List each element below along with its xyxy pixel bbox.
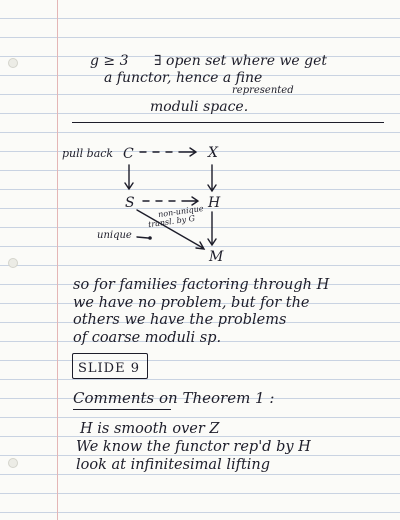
- arrow-s-to-m: [137, 210, 204, 249]
- top-line-2: a functor, hence a fine: [104, 70, 263, 86]
- condition-genus: g ≥ 3: [90, 53, 129, 69]
- translation-label: transl. by G: [147, 213, 196, 230]
- top-line-3: moduli space.: [150, 99, 249, 115]
- node-m: M: [209, 249, 224, 265]
- paragraph-line-1: so for families factoring through H: [73, 277, 330, 293]
- slide-label: SLIDE 9: [78, 361, 140, 376]
- unique-label: unique: [97, 230, 132, 241]
- node-x: X: [208, 145, 218, 161]
- comments-underline: [73, 409, 171, 410]
- node-s: S: [125, 195, 135, 211]
- arrow-c-to-s: [125, 165, 133, 189]
- bottom-line-1: H is smooth over Z: [80, 421, 220, 437]
- pullback-label: pull back: [62, 147, 114, 160]
- nonunique-label: non-unique: [157, 203, 205, 220]
- inserted-word: represented: [232, 85, 294, 96]
- bottom-line-3: look at infinitesimal lifting: [76, 457, 271, 473]
- bottom-line-2: We know the functor rep'd by H: [76, 439, 311, 455]
- arrow-x-to-h: [208, 165, 216, 191]
- paragraph-line-4: of coarse moduli sp.: [73, 330, 222, 346]
- arrow-s-to-h: [143, 197, 198, 205]
- unique-pointer: [137, 237, 148, 238]
- unique-dot: [148, 236, 152, 240]
- top-line-1: ∃ open set where we get: [154, 53, 328, 69]
- node-c: C: [123, 146, 134, 162]
- arrow-c-to-x: [140, 148, 196, 156]
- paragraph-line-2: we have no problem, but for the: [73, 295, 310, 311]
- comments-heading: Comments on Theorem 1 :: [73, 389, 275, 407]
- paragraph-line-3: others we have the problems: [73, 312, 287, 328]
- node-h: H: [208, 195, 221, 211]
- arrow-h-to-m: [208, 212, 216, 245]
- slide-label-box: [72, 353, 148, 379]
